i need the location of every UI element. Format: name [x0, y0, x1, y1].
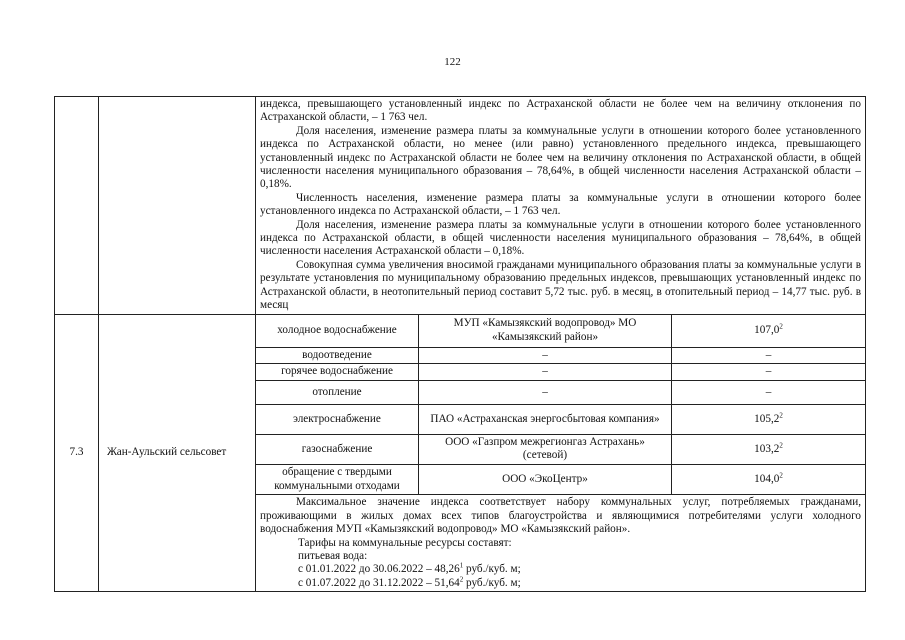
- service-name: горячее водоснабжение: [256, 364, 419, 380]
- service-row: [256, 315, 865, 348]
- service-index: 103,2$^2$: [672, 434, 866, 464]
- tariff-line: с 01.01.2022 до 30.06.2022 – 48,26$^1$ руб./куб. м;: [298, 561, 521, 576]
- service-org: ООО «ЭкоЦентр»: [419, 464, 672, 494]
- population-text-block: [256, 97, 866, 315]
- table-row-7-3: [55, 314, 866, 592]
- table-row-continuation: [55, 97, 866, 315]
- service-org: –: [419, 364, 672, 380]
- service-row: [256, 364, 865, 380]
- paragraph-1: индекса, превышающего установленный индекс по Астраханской области не более чем на величину отклонения по Астраханской области, – 1 763 чел.: [260, 98, 861, 124]
- service-name: холодное водоснабжение: [256, 315, 419, 348]
- page-number: 122: [444, 56, 461, 68]
- settlement-name: Жан-Аульский сельсовет: [99, 314, 256, 592]
- service-row: [256, 348, 865, 364]
- service-name: газоснабжение: [256, 434, 419, 464]
- service-index: –: [672, 380, 866, 404]
- service-name: обращение с твердыми коммунальными отходами: [256, 464, 419, 494]
- services-cell: [256, 314, 866, 592]
- service-index: –: [672, 348, 866, 364]
- tariffs-heading: Тарифы на коммунальные ресурсы составят:: [298, 536, 512, 549]
- description-text: Максимальное значение индекса соответствует набору коммунальных услуг, потребляемых гражданами, проживающими в жилых домах всех типов благоустройства и являющимися потребителями услуги холодного водоснабжения МУП «Камызякский водопровод» МО «Камызякский район».: [260, 496, 861, 536]
- paragraph-4: Доля населения, изменение размера платы за коммунальные услуги в отношении которого более установленного индекса по Астраханской области, в общей численности населения муниципального образования – 78,64%, в общей численности населения Астраханской области – 0,18%.: [260, 218, 861, 258]
- settlement-cell-empty: [99, 97, 256, 315]
- service-org: –: [419, 380, 672, 404]
- tariff-line: с 01.07.2022 до 31.12.2022 – 51,64$^2$ руб./куб. м;: [298, 575, 521, 589]
- service-org: ООО «Газпром межрегионгаз Астрахань» (сетевой): [419, 434, 672, 464]
- service-index: 104,0$^2$: [754, 471, 783, 485]
- service-row: [256, 464, 865, 494]
- service-org: ПАО «Астраханская энергосбытовая компания»: [419, 404, 672, 434]
- service-index: 105,2$^2$: [672, 404, 866, 434]
- paragraph-5: Совокупная сумма увеличения вносимой гражданами муниципального образования платы за коммунальные услуги в результате установления по муниципальному образованию предельных индексов, превышающих установленный индекс по Астраханской области, в неотопительный период составит 5,72 тыс. руб. в месяц, в отопительный период – 14,77 тыс. руб. в месяц: [260, 258, 861, 312]
- service-row: [256, 380, 865, 404]
- service-name: водоотведение: [256, 348, 419, 364]
- service-row: [256, 404, 865, 434]
- paragraph-2: Доля населения, изменение размера платы за коммунальные услуги в отношении которого более установленного индекса по Астраханской области, но менее (или равно) установленного предельного индекса, превышающего установленный индекс по Астраханской области не более чем на величину отклонения по Астраханской области, в общей численности населения муниципального образования – 78,64%, в общей численности населения Астраханской области – 0,18%.: [260, 124, 861, 191]
- service-index: –: [672, 364, 866, 380]
- service-org: МУП «Камызякский водопровод» МО «Камызякский район»: [419, 315, 672, 348]
- service-name: электроснабжение: [256, 404, 419, 434]
- services-table: [256, 315, 865, 495]
- service-index: 107,0$^2$: [672, 315, 866, 348]
- tariff-group: питьевая вода:: [298, 549, 368, 562]
- indices-table: [54, 96, 866, 592]
- row-number: 7.3: [55, 314, 99, 592]
- index-description: [256, 494, 865, 591]
- service-row: [256, 434, 865, 464]
- paragraph-3: Численность населения, изменение размера платы за коммунальные услуги в отношении которого более установленного индекса по Астраханской области, – 1 763 чел.: [260, 191, 861, 218]
- service-name: отопление: [256, 380, 419, 404]
- service-org: –: [419, 348, 672, 364]
- row-number-cell-empty: [55, 97, 99, 315]
